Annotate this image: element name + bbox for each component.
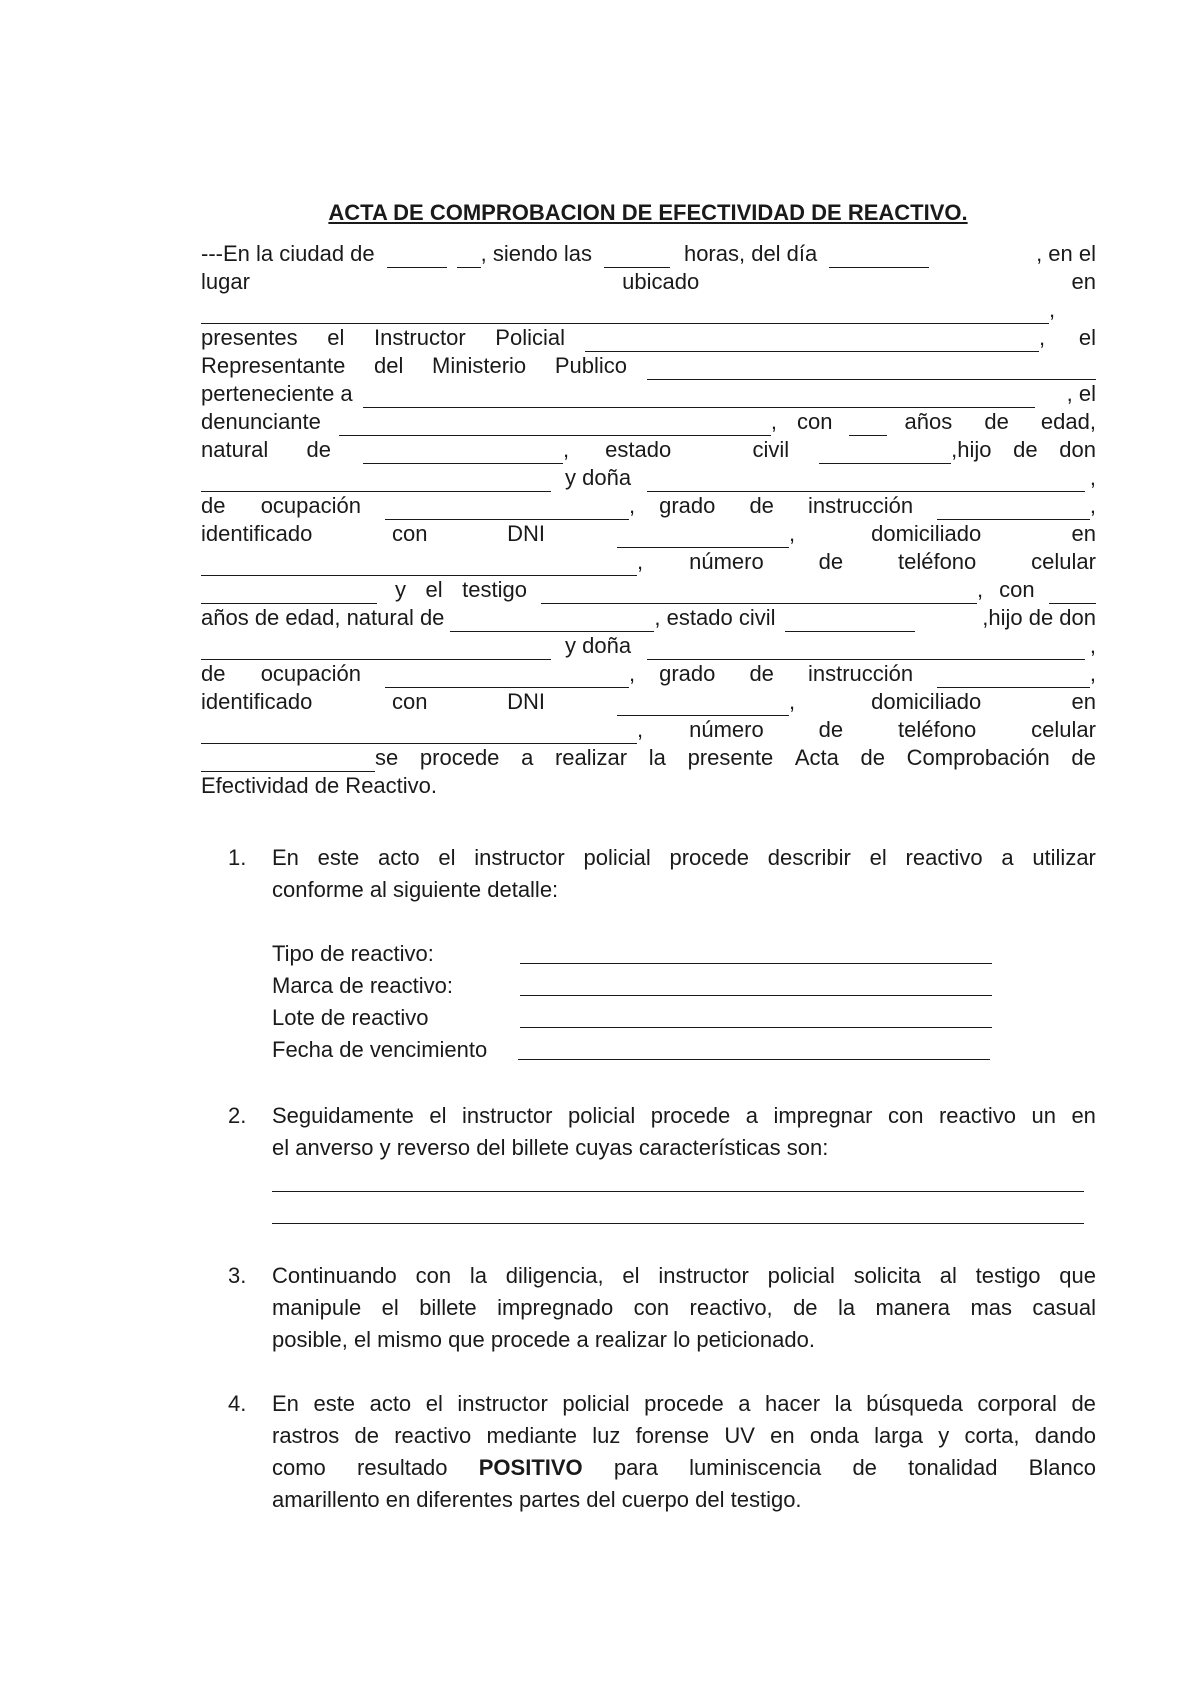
blank-prosecutor[interactable] bbox=[647, 357, 1096, 380]
text: de bbox=[818, 549, 844, 574]
intro-line-18 bbox=[201, 716, 1096, 744]
text: Publico bbox=[554, 353, 627, 378]
text: Comprobación bbox=[906, 745, 1050, 770]
text: En bbox=[272, 1391, 299, 1416]
text: en bbox=[1071, 1103, 1096, 1128]
item-2-line-1 bbox=[272, 1100, 1096, 1132]
text: ocupación bbox=[260, 661, 361, 686]
text: dando bbox=[1034, 1423, 1096, 1448]
text: policial bbox=[583, 845, 651, 870]
blank-address[interactable] bbox=[201, 553, 637, 576]
item-4-line-3 bbox=[272, 1452, 1096, 1484]
text: reactivo, bbox=[689, 1295, 773, 1320]
text: número bbox=[689, 717, 764, 742]
field-input-reactive-brand[interactable] bbox=[520, 994, 992, 996]
text: realizar bbox=[554, 745, 628, 770]
text: de bbox=[306, 437, 331, 462]
text: identificado bbox=[201, 521, 313, 546]
text: , bbox=[629, 493, 636, 518]
text: testigo bbox=[975, 1263, 1041, 1288]
text: civil bbox=[752, 437, 790, 462]
text: la bbox=[469, 1263, 487, 1288]
blank-education[interactable] bbox=[937, 497, 1090, 520]
text: denunciante bbox=[201, 409, 321, 434]
text: lugar bbox=[201, 269, 250, 294]
text: de bbox=[852, 1455, 877, 1480]
blank-witness-age[interactable] bbox=[1049, 581, 1096, 604]
text: para bbox=[613, 1455, 658, 1480]
field-label-expiration-date: Fecha de vencimiento bbox=[272, 1037, 488, 1062]
text: y doña bbox=[565, 633, 632, 658]
blank-witness-mother[interactable] bbox=[647, 637, 1085, 660]
item-1-number: 1. bbox=[228, 845, 247, 870]
blank-witness-civil-status[interactable] bbox=[785, 609, 915, 632]
blank-witness-education[interactable] bbox=[937, 665, 1090, 688]
text: Seguidamente bbox=[272, 1103, 414, 1128]
text: perteneciente a bbox=[201, 381, 353, 406]
text: , bbox=[1089, 493, 1096, 518]
text: horas, del día bbox=[683, 241, 818, 266]
text: a bbox=[745, 1103, 758, 1128]
text: instructor bbox=[457, 1391, 548, 1416]
text: en bbox=[770, 1423, 795, 1448]
text: policial bbox=[562, 1391, 630, 1416]
text: de bbox=[201, 661, 226, 686]
text: describir bbox=[767, 845, 851, 870]
text: , en el bbox=[1036, 241, 1096, 266]
text: policial bbox=[767, 1263, 835, 1288]
intro-line-20 bbox=[201, 772, 1096, 800]
text: billete bbox=[419, 1295, 477, 1320]
intro-line-7 bbox=[201, 408, 1096, 436]
item-3-line-3: posible, el mismo que procede a realizar lo peticionado. bbox=[272, 1327, 815, 1352]
text: a bbox=[738, 1391, 751, 1416]
text: del bbox=[374, 353, 404, 378]
intro-line-15 bbox=[201, 632, 1096, 660]
item-4-line-4: amarillento en diferentes partes del cuerpo del testigo. bbox=[272, 1487, 802, 1512]
document-title: ACTA DE COMPROBACION DE EFECTIVIDAD DE REACTIVO. bbox=[328, 200, 968, 225]
text: acto bbox=[369, 1391, 412, 1416]
text: en bbox=[1071, 689, 1096, 714]
text: ubicado bbox=[622, 269, 700, 294]
blank-age[interactable] bbox=[849, 413, 887, 436]
text: instrucción bbox=[807, 493, 914, 518]
text: de bbox=[984, 409, 1009, 434]
text: con bbox=[391, 521, 428, 546]
text: como bbox=[272, 1455, 326, 1480]
text: hacer bbox=[765, 1391, 821, 1416]
intro-line-2 bbox=[201, 268, 1096, 296]
blank-occupation[interactable] bbox=[385, 497, 629, 520]
text: de bbox=[749, 493, 774, 518]
text: el bbox=[1078, 325, 1096, 350]
result-positive: POSITIVO bbox=[478, 1455, 583, 1480]
text: el bbox=[869, 845, 887, 870]
blank-witness-address[interactable] bbox=[201, 721, 637, 744]
intro-line-8 bbox=[201, 436, 1096, 464]
text: identificado bbox=[201, 689, 313, 714]
text: de bbox=[1071, 745, 1096, 770]
blank-complainant[interactable] bbox=[339, 413, 771, 436]
field-input-reactive-lot[interactable] bbox=[520, 1026, 992, 1028]
intro-line-12 bbox=[201, 548, 1096, 576]
text: UV bbox=[724, 1423, 755, 1448]
text: Ministerio bbox=[432, 353, 527, 378]
text: el bbox=[438, 845, 456, 870]
blank-instructor[interactable] bbox=[585, 329, 1039, 352]
text: Instructor bbox=[373, 325, 466, 350]
text: la bbox=[834, 1391, 852, 1416]
text: testigo bbox=[462, 577, 527, 602]
intro-line-1 bbox=[201, 240, 1096, 268]
blank-hour[interactable] bbox=[604, 245, 670, 268]
text: acto bbox=[378, 845, 420, 870]
text: con bbox=[999, 577, 1035, 602]
text: casual bbox=[1032, 1295, 1096, 1320]
text: natural bbox=[201, 437, 269, 462]
blank-mother[interactable] bbox=[647, 469, 1085, 492]
text: tonalidad bbox=[908, 1455, 998, 1480]
text: con bbox=[415, 1263, 452, 1288]
text: y bbox=[938, 1423, 950, 1448]
text: el bbox=[425, 577, 443, 602]
text: manipule bbox=[272, 1295, 362, 1320]
text: , bbox=[637, 549, 644, 574]
text: el bbox=[327, 325, 345, 350]
text: el bbox=[622, 1263, 640, 1288]
field-label-reactive-lot: Lote de reactivo bbox=[272, 1005, 429, 1030]
text: instructor bbox=[658, 1263, 749, 1288]
text: teléfono bbox=[897, 549, 977, 574]
intro-line-19 bbox=[201, 744, 1096, 772]
intro-line-16 bbox=[201, 660, 1096, 688]
text: grado bbox=[659, 493, 716, 518]
text: , bbox=[1089, 465, 1096, 490]
item-3-line-1 bbox=[272, 1260, 1096, 1292]
text: , bbox=[1089, 633, 1096, 658]
text: el bbox=[429, 1103, 447, 1128]
text: instrucción bbox=[807, 661, 914, 686]
text: en bbox=[1071, 521, 1096, 546]
text: , estado civil bbox=[654, 605, 776, 630]
intro-line-17 bbox=[201, 688, 1096, 716]
blank-witness-birthplace[interactable] bbox=[450, 609, 654, 632]
blank-belonging[interactable] bbox=[363, 385, 1035, 408]
text: luminiscencia bbox=[689, 1455, 822, 1480]
text: , bbox=[789, 521, 796, 546]
text: de bbox=[749, 661, 774, 686]
text: corporal bbox=[977, 1391, 1057, 1416]
text: la bbox=[648, 745, 666, 770]
text: policial bbox=[567, 1103, 636, 1128]
text: reactivo bbox=[394, 1423, 472, 1448]
text: con bbox=[391, 689, 428, 714]
item-2-number: 2. bbox=[228, 1103, 247, 1128]
blank-witness-dni[interactable] bbox=[617, 693, 789, 716]
text: diligencia, bbox=[505, 1263, 604, 1288]
blank-birthplace[interactable] bbox=[363, 441, 563, 464]
blank-city[interactable] bbox=[387, 245, 447, 268]
text: con bbox=[797, 409, 833, 434]
text: de bbox=[1071, 1391, 1096, 1416]
text: , bbox=[770, 409, 778, 434]
text: se bbox=[375, 745, 399, 770]
text: DNI bbox=[507, 521, 545, 546]
text: de bbox=[860, 745, 886, 770]
text: En bbox=[272, 845, 299, 870]
item-2-line-2: el anverso y reverso del billete cuyas características son: bbox=[272, 1135, 829, 1160]
intro-line-11 bbox=[201, 520, 1096, 548]
item-4-line-2 bbox=[272, 1420, 1096, 1452]
text: , bbox=[1049, 297, 1056, 322]
text: y bbox=[395, 577, 406, 602]
text: forense bbox=[635, 1423, 710, 1448]
text: estado bbox=[605, 437, 672, 462]
blank-location[interactable] bbox=[201, 301, 1049, 324]
text: instructor bbox=[461, 1103, 553, 1128]
text: ,hijo bbox=[951, 437, 992, 462]
field-label-reactive-type: Tipo de reactivo: bbox=[272, 941, 434, 966]
text: con bbox=[633, 1295, 670, 1320]
item-4-line-1 bbox=[272, 1388, 1096, 1420]
text: celular bbox=[1031, 549, 1096, 574]
text: larga bbox=[874, 1423, 923, 1448]
text: , el bbox=[1066, 381, 1096, 406]
text: Continuando bbox=[272, 1263, 397, 1288]
text: a bbox=[521, 745, 534, 770]
text: , siendo las bbox=[480, 241, 592, 266]
blank-dni[interactable] bbox=[617, 525, 789, 548]
item-4-number: 4. bbox=[228, 1391, 247, 1416]
text: el bbox=[381, 1295, 399, 1320]
text: Policial bbox=[495, 325, 565, 350]
text: solicita bbox=[853, 1263, 921, 1288]
text: ocupación bbox=[260, 493, 361, 518]
text: con bbox=[887, 1103, 924, 1128]
bill-features-line-2[interactable] bbox=[272, 1222, 1084, 1224]
blank-witness-occupation[interactable] bbox=[385, 665, 629, 688]
text: en bbox=[1071, 269, 1096, 294]
text: , bbox=[563, 437, 570, 462]
item-1-line-2: conforme al siguiente detalle: bbox=[272, 877, 559, 902]
blank-city-2[interactable] bbox=[457, 245, 481, 268]
text: , bbox=[629, 661, 636, 686]
text: resultado bbox=[357, 1455, 448, 1480]
blank-civil-status[interactable] bbox=[819, 441, 951, 464]
text: , bbox=[637, 717, 644, 742]
item-1-line-1 bbox=[272, 842, 1096, 874]
text: domiciliado bbox=[871, 689, 982, 714]
text: edad, bbox=[1040, 409, 1096, 434]
text: presentes bbox=[201, 325, 298, 350]
text: Acta bbox=[794, 745, 839, 770]
blank-father[interactable] bbox=[201, 469, 551, 492]
text: impregnado bbox=[497, 1295, 614, 1320]
text: y doña bbox=[565, 465, 632, 490]
item-3-number: 3. bbox=[228, 1263, 247, 1288]
text: procede bbox=[650, 1103, 731, 1128]
text: este bbox=[317, 845, 360, 870]
text: de bbox=[793, 1295, 818, 1320]
text: , bbox=[789, 689, 796, 714]
text: Efectividad de Reactivo. bbox=[201, 773, 438, 798]
blank-witness-father[interactable] bbox=[201, 637, 551, 660]
text: años bbox=[904, 409, 953, 434]
text: la bbox=[837, 1295, 856, 1320]
text: impregnar bbox=[773, 1103, 873, 1128]
field-input-reactive-type[interactable] bbox=[520, 962, 992, 964]
text: número bbox=[689, 549, 764, 574]
blank-witness[interactable] bbox=[541, 581, 977, 604]
intro-line-14 bbox=[201, 604, 1096, 632]
text: reactivo bbox=[938, 1103, 1016, 1128]
text: procede bbox=[644, 1391, 724, 1416]
text: Blanco bbox=[1028, 1455, 1096, 1480]
blank-phone[interactable] bbox=[201, 581, 377, 604]
text: grado bbox=[659, 661, 716, 686]
intro-line-13 bbox=[201, 576, 1096, 604]
bill-features-line-1[interactable] bbox=[272, 1190, 1084, 1192]
text: de bbox=[1013, 437, 1038, 462]
text: de bbox=[354, 1423, 379, 1448]
blank-witness-phone[interactable] bbox=[201, 749, 375, 772]
field-input-expiration-date[interactable] bbox=[518, 1058, 990, 1060]
text: don bbox=[1059, 437, 1096, 462]
intro-line-4 bbox=[201, 324, 1096, 352]
text: DNI bbox=[507, 689, 545, 714]
text: utilizar bbox=[1032, 845, 1096, 870]
text: manera bbox=[875, 1295, 951, 1320]
intro-line-6 bbox=[201, 380, 1096, 408]
text: años de edad, natural de bbox=[201, 605, 445, 630]
text: teléfono bbox=[897, 717, 977, 742]
text: procede bbox=[419, 745, 500, 770]
text: corta, bbox=[964, 1423, 1020, 1448]
text: ,hijo de don bbox=[982, 605, 1096, 630]
text: a bbox=[1001, 845, 1014, 870]
text: este bbox=[313, 1391, 356, 1416]
intro-line-9 bbox=[201, 464, 1096, 492]
text: al bbox=[939, 1263, 957, 1288]
item-3-line-2 bbox=[272, 1292, 1096, 1324]
text: luz bbox=[592, 1423, 621, 1448]
blank-day[interactable] bbox=[829, 245, 929, 268]
text: celular bbox=[1031, 717, 1096, 742]
text: instructor bbox=[474, 845, 565, 870]
text: de bbox=[201, 493, 226, 518]
text: , bbox=[1089, 661, 1096, 686]
text: procede bbox=[669, 845, 749, 870]
text: un bbox=[1031, 1103, 1056, 1128]
intro-line-5 bbox=[201, 352, 1096, 380]
text: ---En la ciudad de bbox=[201, 241, 375, 266]
text: , bbox=[1039, 325, 1046, 350]
text: de bbox=[818, 717, 844, 742]
text: el bbox=[425, 1391, 443, 1416]
text: onda bbox=[809, 1423, 859, 1448]
text: búsqueda bbox=[866, 1391, 963, 1416]
text: que bbox=[1059, 1263, 1096, 1288]
text: rastros bbox=[272, 1423, 340, 1448]
field-label-reactive-brand: Marca de reactivo: bbox=[272, 973, 453, 998]
text: presente bbox=[687, 745, 774, 770]
text: mediante bbox=[486, 1423, 578, 1448]
text: mas bbox=[970, 1295, 1012, 1320]
text: domiciliado bbox=[871, 521, 982, 546]
text: , bbox=[977, 577, 984, 602]
intro-line-3 bbox=[201, 296, 1096, 324]
text: reactivo bbox=[905, 845, 983, 870]
text: Representante bbox=[201, 353, 346, 378]
intro-line-10 bbox=[201, 492, 1096, 520]
